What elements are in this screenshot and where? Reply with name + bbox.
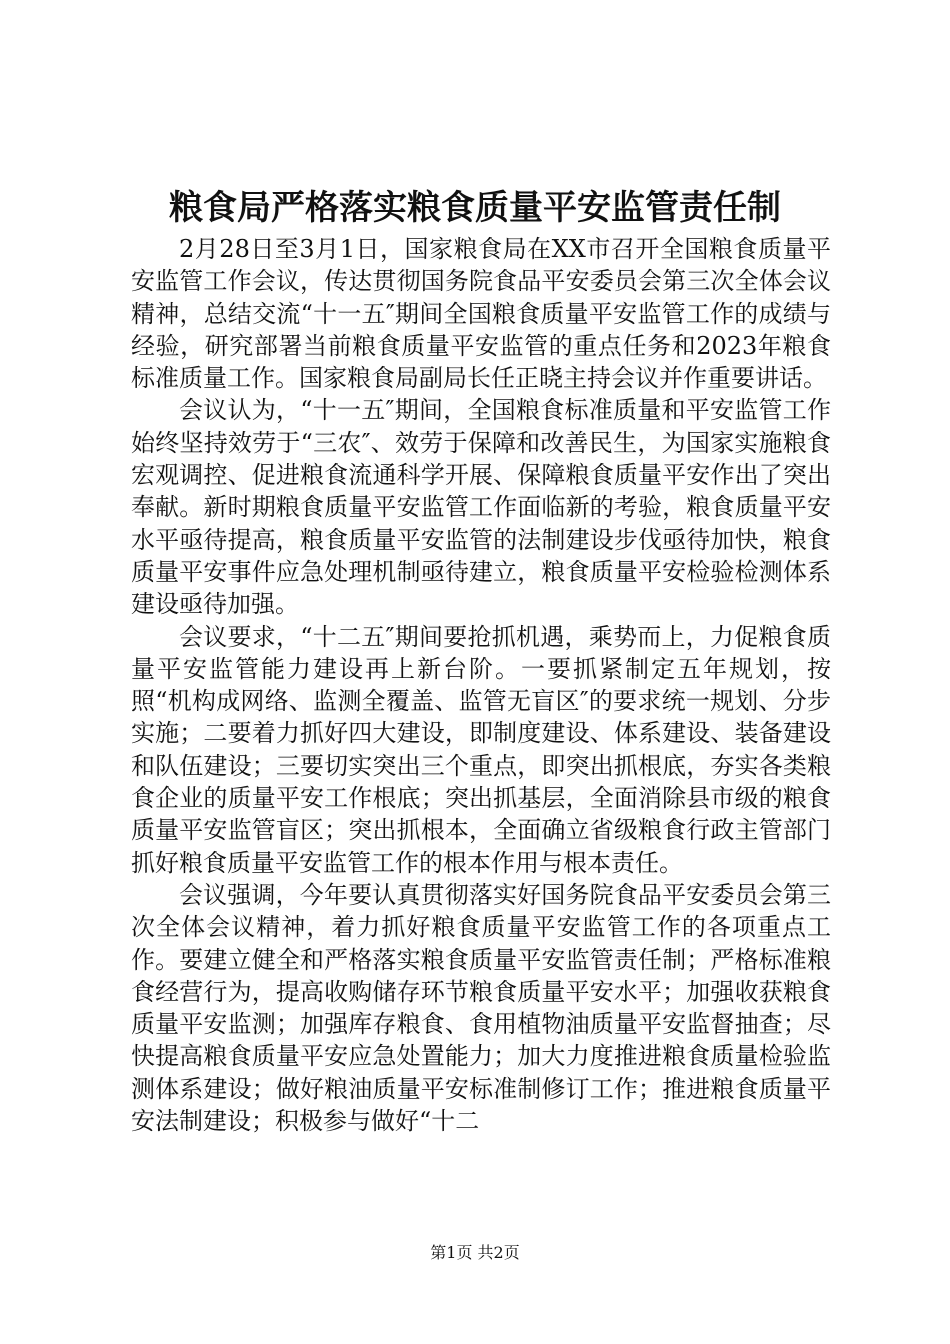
page-footer: 第1页 共2页 xyxy=(430,1243,520,1262)
paragraph-4: 会议强调，今年要认真贯彻落实好国务院食品平安委员会第三次全体会议精神，着力抓好粮食质量平安监管工作的各项重点工作。要建立健全和严格落实粮食质量平安监管责任制；严格标准粮食经营行为，提高收购储存环节粮食质量平安水平；加强收获粮食质量平安监测；加强库存粮食、食用植物油质量平安监督抽查；尽快提高粮食质量平安应急处置能力；加大力度推进粮食质量检验监测体系建设；做好粮油质量平安标准制修订工作；推进粮食质量平安法制建设；积极参与做好“十二 xyxy=(131,880,831,1136)
document-body xyxy=(131,233,831,1137)
paragraph-1: 2月28日至3月1日，国家粮食局在XX市召开全国粮食质量平安监管工作会议，传达贯彻国务院食品平安委员会第三次全体会议精神，总结交流“十一五″期间全国粮食质量平安监管工作的成绩与经验，研究部署当前粮食质量平安监管的重点任务和2023年粮食标准质量工作。国家粮食局副局长任正晓主持会议并作重要讲话。 xyxy=(131,235,831,393)
document-title: 粮食局严格落实粮食质量平安监管责任制 xyxy=(169,188,781,228)
paragraph-3: 会议要求，“十二五″期间要抢抓机遇，乘势而上，力促粮食质量平安监管能力建设再上新台阶。一要抓紧制定五年规划，按照“机构成网络、监测全覆盖、监管无盲区″的要求统一规划、分步实施；二要着力抓好四大建设，即制度建设、体系建设、装备建设和队伍建设；三要切实突出三个重点，即突出抓根底，夯实各类粮食企业的质量平安工作根底；突出抓基层，全面消除县市级的粮食质量平安监管盲区；突出抓根本，全面确立省级粮食行政主管部门抓好粮食质量平安监管工作的根本作用与根本责任。 xyxy=(131,622,831,877)
paragraph-2: 会议认为，“十一五″期间，全国粮食标准质量和平安监管工作始终坚持效劳于“三农″、效劳于保障和改善民生，为国家实施粮食宏观调控、促进粮食流通科学开展、保障粮食质量平安作出了突出奉献。新时期粮食质量平安监管工作面临新的考验，粮食质量平安水平亟待提高，粮食质量平安监管的法制建设步伐亟待加快，粮食质量平安事件应急处理机制亟待建立，粮食质量平安检验检测体系建设亟待加强。 xyxy=(131,396,831,619)
